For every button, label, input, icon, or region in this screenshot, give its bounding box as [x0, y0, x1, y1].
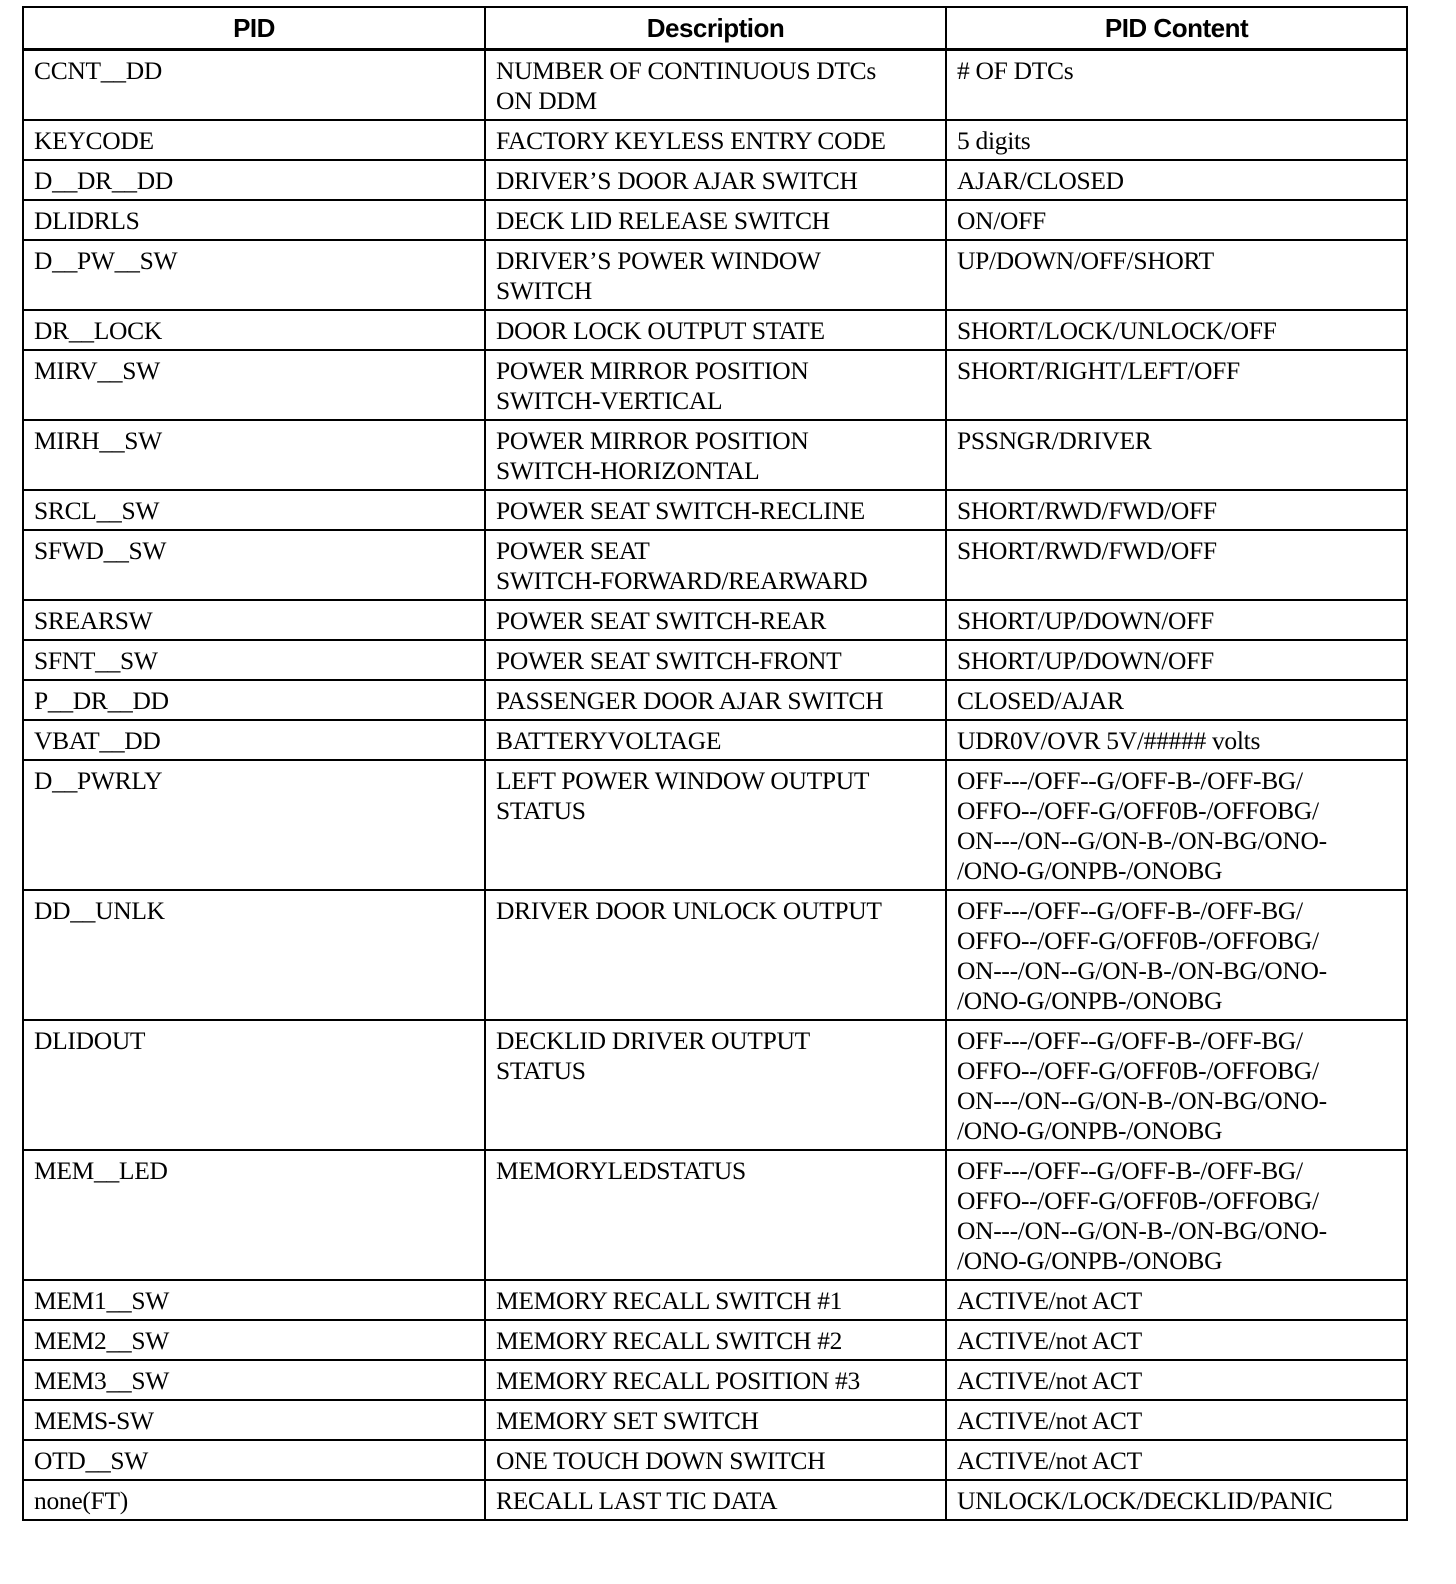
header-description: Description [485, 7, 946, 50]
pid-content-cell: ACTIVE/not ACT [946, 1320, 1407, 1360]
description-cell: RECALL LAST TIC DATA [485, 1480, 946, 1520]
table-row [23, 1360, 1407, 1400]
table-row [23, 1020, 1407, 1150]
table-row [23, 490, 1407, 530]
pid-cell: MEMS-SW [23, 1400, 485, 1440]
description-cell: DRIVER DOOR UNLOCK OUTPUT [485, 890, 946, 1020]
description-cell: LEFT POWER WINDOW OUTPUT STATUS [485, 760, 946, 890]
pid-table [22, 6, 1408, 1521]
pid-content-cell: ACTIVE/not ACT [946, 1440, 1407, 1480]
pid-content-cell: CLOSED/AJAR [946, 680, 1407, 720]
table-row [23, 680, 1407, 720]
description-cell: POWER SEAT SWITCH-FORWARD/REARWARD [485, 530, 946, 600]
pid-content-cell: UNLOCK/LOCK/DECKLID/PANIC [946, 1480, 1407, 1520]
pid-cell: D__PWRLY [23, 760, 485, 890]
description-cell: POWER SEAT SWITCH-RECLINE [485, 490, 946, 530]
pid-content-cell: SHORT/RWD/FWD/OFF [946, 490, 1407, 530]
description-cell: DECK LID RELEASE SWITCH [485, 200, 946, 240]
table-row [23, 1400, 1407, 1440]
pid-cell: MEM__LED [23, 1150, 485, 1280]
description-cell: ONE TOUCH DOWN SWITCH [485, 1440, 946, 1480]
table-row [23, 1320, 1407, 1360]
pid-cell: DLIDRLS [23, 200, 485, 240]
description-cell: MEMORYLEDSTATUS [485, 1150, 946, 1280]
pid-cell: none(FT) [23, 1480, 485, 1520]
pid-cell: DR__LOCK [23, 310, 485, 350]
pid-content-cell: ACTIVE/not ACT [946, 1280, 1407, 1320]
pid-content-cell: UDR0V/OVR 5V/##### volts [946, 720, 1407, 760]
pid-content-cell: OFF---/OFF--G/OFF-B-/OFF-BG/ OFFO--/OFF-G/OFF0B-/OFFOBG/ ON---/ON--G/ON-B-/ON-BG/ONO- /ONO-G/ONPB-/ONOBG [946, 890, 1407, 1020]
pid-content-cell: UP/DOWN/OFF/SHORT [946, 240, 1407, 310]
pid-content-cell: 5 digits [946, 120, 1407, 160]
header-row [23, 7, 1407, 50]
pid-cell: KEYCODE [23, 120, 485, 160]
table-row [23, 50, 1407, 121]
pid-content-cell: OFF---/OFF--G/OFF-B-/OFF-BG/ OFFO--/OFF-G/OFF0B-/OFFOBG/ ON---/ON--G/ON-B-/ON-BG/ONO- /ONO-G/ONPB-/ONOBG [946, 760, 1407, 890]
table-row [23, 200, 1407, 240]
description-cell: DECKLID DRIVER OUTPUT STATUS [485, 1020, 946, 1150]
table-row [23, 240, 1407, 310]
description-cell: PASSENGER DOOR AJAR SWITCH [485, 680, 946, 720]
pid-content-cell: AJAR/CLOSED [946, 160, 1407, 200]
pid-content-cell: ACTIVE/not ACT [946, 1360, 1407, 1400]
table-row [23, 640, 1407, 680]
description-cell: MEMORY SET SWITCH [485, 1400, 946, 1440]
pid-cell: SFNT__SW [23, 640, 485, 680]
pid-cell: CCNT__DD [23, 50, 485, 121]
table-row [23, 1150, 1407, 1280]
description-cell: MEMORY RECALL SWITCH #1 [485, 1280, 946, 1320]
table-row [23, 120, 1407, 160]
description-cell: MEMORY RECALL SWITCH #2 [485, 1320, 946, 1360]
table-row [23, 160, 1407, 200]
table-row [23, 420, 1407, 490]
description-cell: POWER SEAT SWITCH-FRONT [485, 640, 946, 680]
table-row [23, 350, 1407, 420]
pid-cell: DD__UNLK [23, 890, 485, 1020]
pid-cell: VBAT__DD [23, 720, 485, 760]
pid-cell: SRCL__SW [23, 490, 485, 530]
description-cell: POWER MIRROR POSITION SWITCH-VERTICAL [485, 350, 946, 420]
description-cell: MEMORY RECALL POSITION #3 [485, 1360, 946, 1400]
pid-cell: MEM3__SW [23, 1360, 485, 1400]
pid-cell: MEM1__SW [23, 1280, 485, 1320]
pid-content-cell: OFF---/OFF--G/OFF-B-/OFF-BG/ OFFO--/OFF-G/OFF0B-/OFFOBG/ ON---/ON--G/ON-B-/ON-BG/ONO- /ONO-G/ONPB-/ONOBG [946, 1020, 1407, 1150]
pid-content-cell: ACTIVE/not ACT [946, 1400, 1407, 1440]
pid-cell: MEM2__SW [23, 1320, 485, 1360]
pid-cell: MIRV__SW [23, 350, 485, 420]
pid-content-cell: SHORT/RWD/FWD/OFF [946, 530, 1407, 600]
description-cell: POWER MIRROR POSITION SWITCH-HORIZONTAL [485, 420, 946, 490]
pid-cell: MIRH__SW [23, 420, 485, 490]
pid-cell: D__DR__DD [23, 160, 485, 200]
description-cell: DRIVER’S DOOR AJAR SWITCH [485, 160, 946, 200]
description-cell: FACTORY KEYLESS ENTRY CODE [485, 120, 946, 160]
table-row [23, 530, 1407, 600]
pid-cell: OTD__SW [23, 1440, 485, 1480]
pid-content-cell: SHORT/UP/DOWN/OFF [946, 640, 1407, 680]
header-pid-content: PID Content [946, 7, 1407, 50]
description-cell: DRIVER’S POWER WINDOW SWITCH [485, 240, 946, 310]
pid-content-cell: OFF---/OFF--G/OFF-B-/OFF-BG/ OFFO--/OFF-G/OFF0B-/OFFOBG/ ON---/ON--G/ON-B-/ON-BG/ONO- /ONO-G/ONPB-/ONOBG [946, 1150, 1407, 1280]
table-row [23, 310, 1407, 350]
pid-cell: DLIDOUT [23, 1020, 485, 1150]
pid-content-cell: SHORT/UP/DOWN/OFF [946, 600, 1407, 640]
table-row [23, 760, 1407, 890]
pid-content-cell: # OF DTCs [946, 50, 1407, 121]
description-cell: NUMBER OF CONTINUOUS DTCs ON DDM [485, 50, 946, 121]
pid-cell: SFWD__SW [23, 530, 485, 600]
description-cell: BATTERYVOLTAGE [485, 720, 946, 760]
pid-cell: SREARSW [23, 600, 485, 640]
table-row [23, 1280, 1407, 1320]
pid-content-cell: SHORT/LOCK/UNLOCK/OFF [946, 310, 1407, 350]
pid-cell: D__PW__SW [23, 240, 485, 310]
table-row [23, 720, 1407, 760]
table-row [23, 1440, 1407, 1480]
pid-cell: P__DR__DD [23, 680, 485, 720]
table-row [23, 600, 1407, 640]
pid-content-cell: PSSNGR/DRIVER [946, 420, 1407, 490]
description-cell: POWER SEAT SWITCH-REAR [485, 600, 946, 640]
table-row [23, 1480, 1407, 1520]
description-cell: DOOR LOCK OUTPUT STATE [485, 310, 946, 350]
pid-content-cell: ON/OFF [946, 200, 1407, 240]
pid-content-cell: SHORT/RIGHT/LEFT/OFF [946, 350, 1407, 420]
table-body [23, 50, 1407, 1521]
header-pid: PID [23, 7, 485, 50]
table-row [23, 890, 1407, 1020]
